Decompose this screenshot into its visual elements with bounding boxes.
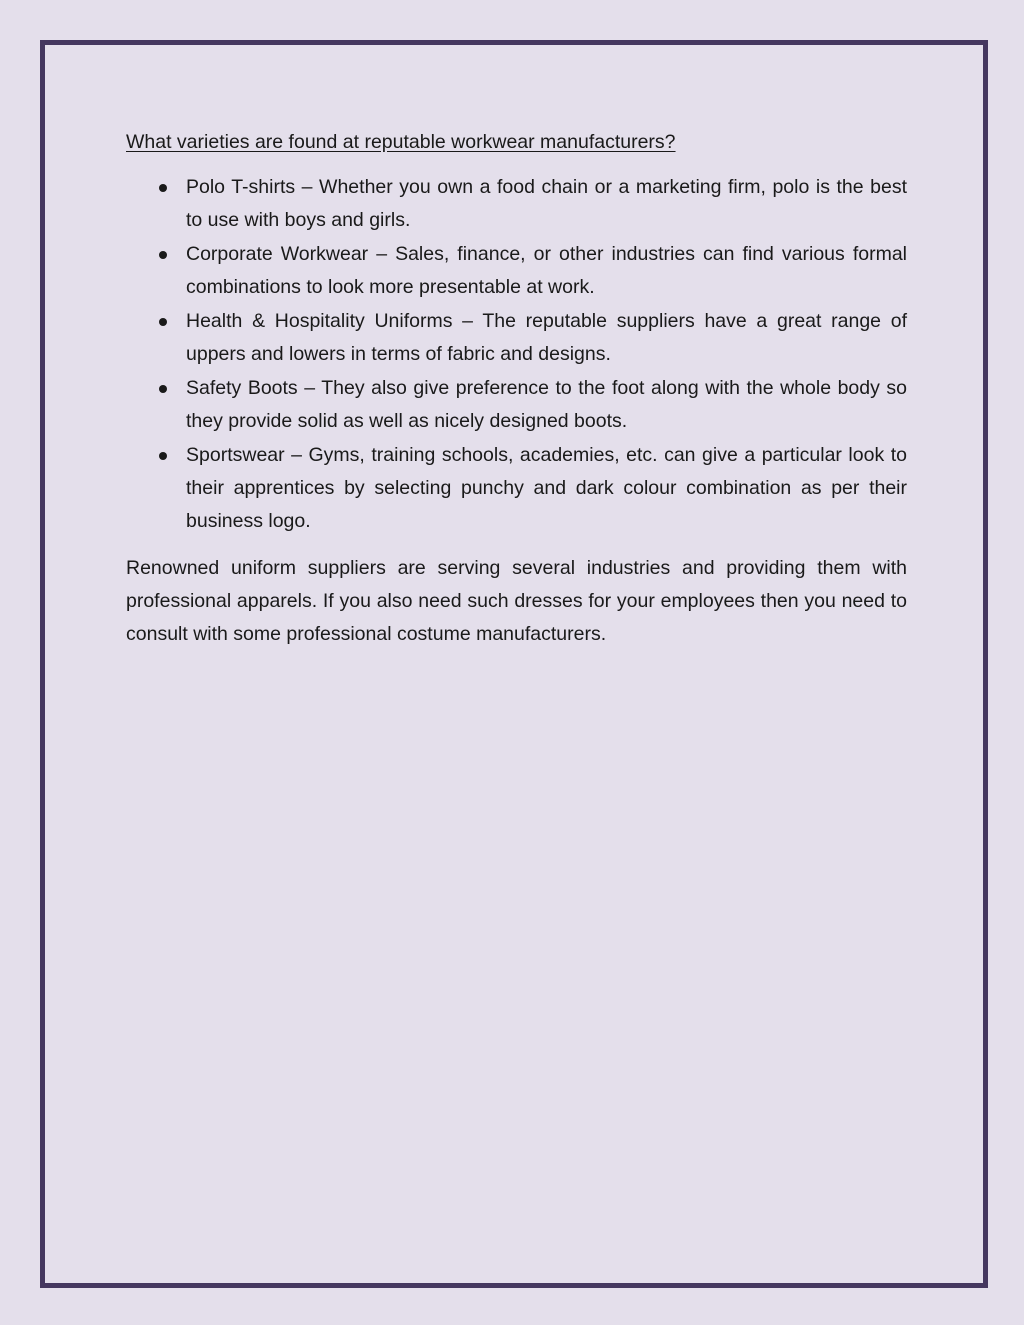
bullet-icon	[159, 452, 167, 460]
bullet-icon	[159, 385, 167, 393]
list-item	[126, 439, 907, 538]
bullet-icon	[159, 184, 167, 192]
list-item-text: Health & Hospitality Uniforms – The reputable suppliers have a great range of uppers and lowers in terms of fabric and designs.	[186, 310, 907, 365]
list-item	[126, 372, 907, 438]
list-item-text: Polo T-shirts – Whether you own a food chain or a marketing firm, polo is the best to use with boys and girls.	[186, 176, 907, 231]
bullet-icon	[159, 251, 167, 259]
list-item	[126, 305, 907, 371]
bullet-icon	[159, 318, 167, 326]
list-item	[126, 171, 907, 237]
varieties-list	[126, 171, 907, 538]
list-item-text: Safety Boots – They also give preference to the foot along with the whole body so they provide solid as well as nicely designed boots.	[186, 377, 907, 432]
section-heading: What varieties are found at reputable workwear manufacturers?	[126, 131, 676, 153]
page-border-frame	[40, 40, 988, 1288]
list-item-text: Sportswear – Gyms, training schools, academies, etc. can give a particular look to their apprentices by selecting punchy and dark colour combination as per their business logo.	[186, 444, 907, 532]
list-item	[126, 238, 907, 304]
document-content	[126, 127, 907, 651]
closing-paragraph: Renowned uniform suppliers are serving several industries and providing them with professional apparels. If you also need such dresses for your employees then you need to consult with some professional costume manufacturers.	[126, 557, 907, 645]
list-item-text: Corporate Workwear – Sales, finance, or other industries can find various formal combinations to look more presentable at work.	[186, 243, 907, 298]
